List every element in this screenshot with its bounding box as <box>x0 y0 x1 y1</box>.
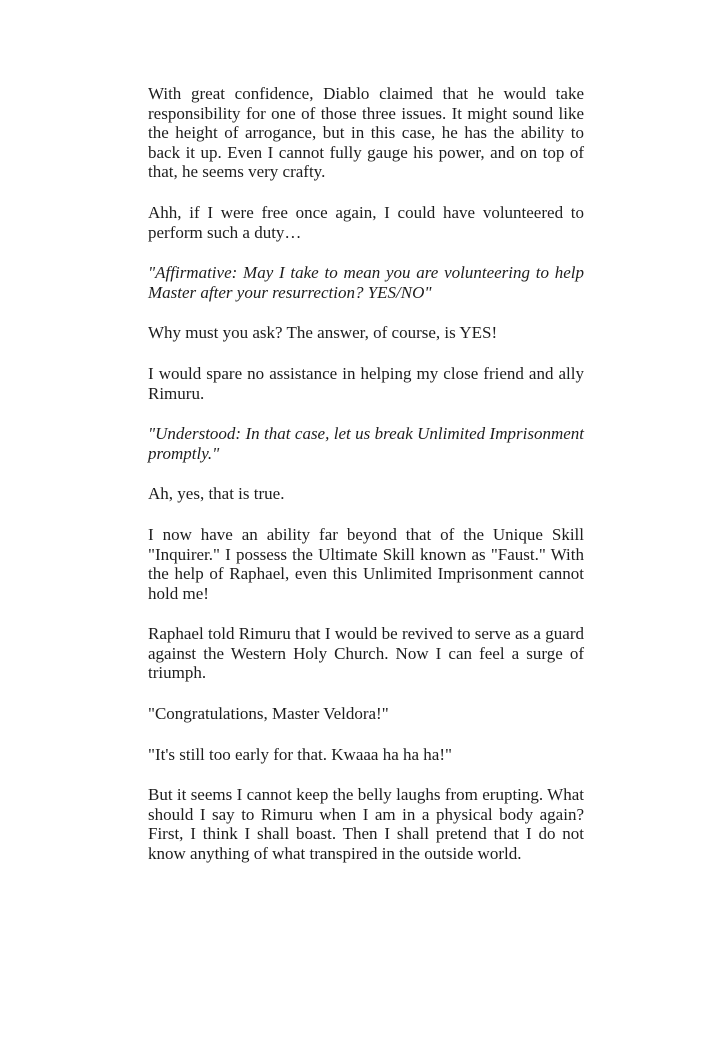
body-paragraph: Ahh, if I were free once again, I could have volunteered to perform such a duty… <box>148 202 584 242</box>
body-paragraph: Why must you ask? The answer, of course, is YES! <box>148 323 498 343</box>
body-paragraph: Ah, yes, that is true. <box>148 484 285 504</box>
body-paragraph: Raphael told Rimuru that I would be revived to serve as a guard against the Western Holy Church. Now I can feel a surge of triumph. <box>148 624 584 683</box>
body-paragraph: I would spare no assistance in helping my close friend and ally Rimuru. <box>148 363 584 403</box>
body-paragraph: But it seems I cannot keep the belly laughs from erupting. What should I say to Rimuru when I am in a physical body again? First, I think I shall boast. Then I shall pretend that I do not know anything of what transpired in the outside world. <box>148 785 584 864</box>
body-paragraph: "Congratulations, Master Veldora!" <box>148 704 389 724</box>
body-paragraph: I now have an ability far beyond that of the Unique Skill "Inquirer." I possess the Ultimate Skill known as "Faust." With the help of Raphael, even this Unlimited Imprisonment cannot hold me! <box>148 524 584 603</box>
page-text-block <box>148 84 584 885</box>
dialogue-paragraph-italic: "Understood: In that case, let us break Unlimited Imprisonment promptly." <box>148 424 584 463</box>
dialogue-paragraph-italic: "Affirmative: May I take to mean you are volunteering to help Master after your resurrection? YES/NO" <box>148 263 584 302</box>
body-paragraph: "It's still too early for that. Kwaaa ha ha ha!" <box>148 744 452 764</box>
body-paragraph: With great confidence, Diablo claimed that he would take responsibility for one of those three issues. It might sound like the height of arrogance, but in this case, he has the ability to back it up. Even I cannot fully gauge his power, and on top of that, he seems very crafty. <box>148 84 584 182</box>
